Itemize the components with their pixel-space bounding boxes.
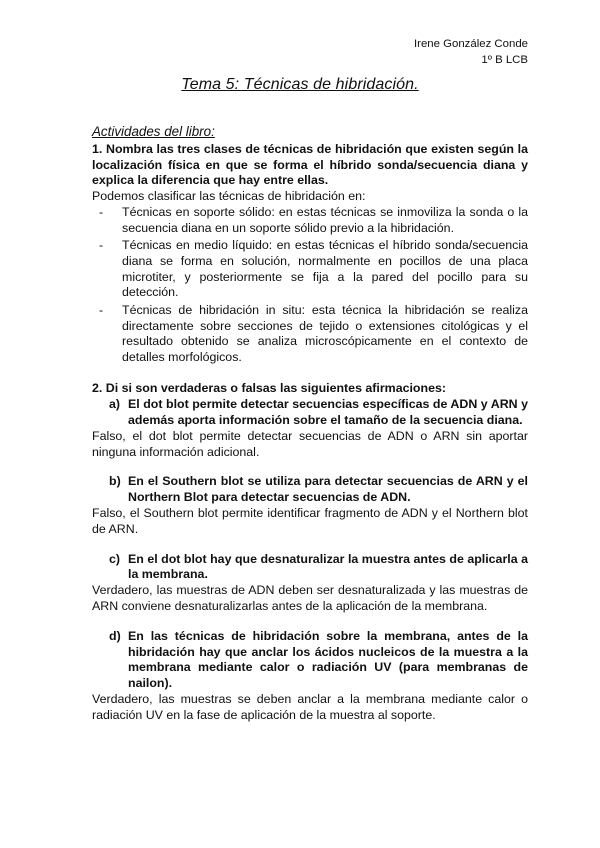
technique-list (92, 205, 528, 366)
statement-c (92, 552, 528, 615)
statement-text: El dot blot permite detectar secuencias específicas de ADN y ARN y además aporta información sobre el tamaño de la secuencia diana. (128, 397, 528, 428)
list-item: - Técnicas de hibridación in situ: esta técnica la hibridación se realiza directamente sobre secciones de tejido o extensiones citológicas y el resultado obtenido se analiza microscópicamente en el contexto de detalles morfológicos. (122, 303, 528, 366)
statement-answer: Falso, el Southern blot permite identificar fragmento de ADN y el Northern blot de ARN. (92, 506, 528, 536)
page-title: Tema 5: Técnicas de hibridación. (181, 76, 419, 93)
question-1-intro: Podemos clasificar las técnicas de hibridación en: (92, 189, 366, 204)
statement-d (92, 629, 528, 724)
statement-letter: b) (109, 474, 121, 489)
statement-answer: Verdadero, las muestras se deben anclar a la membrana mediante calor o radiación UV en la fase de aplicación de la muestra al soporte. (92, 692, 528, 722)
statement-letter: d) (109, 628, 121, 643)
section-title: Actividades del libro: (92, 124, 215, 139)
page-header (414, 37, 528, 68)
list-item: - Técnicas en soporte sólido: en estas técnicas se inmoviliza la sonda o la secuencia diana en un soporte sólido previo a la hibridación. (122, 205, 528, 237)
statement-letter: c) (109, 551, 121, 566)
author-name: Irene González Conde (414, 38, 528, 50)
statement-b (92, 474, 528, 537)
statement-a (92, 397, 528, 460)
statement-answer: Falso, el dot blot permite detectar secuencias de ADN o ARN sin aportar ninguna información adicional. (92, 428, 528, 459)
question-2: 2. Di si son verdaderas o falsas las siguientes afirmaciones: (92, 381, 446, 396)
statement-text: En el dot blot hay que desnaturalizar la muestra antes de aplicarla a la membrana. (128, 551, 528, 582)
statement-letter: a) (109, 397, 121, 412)
statement-text: En las técnicas de hibridación sobre la membrana, antes de la hibridación hay que anclar los ácidos nucleicos de la muestra a la membrana mediante calor o radiación UV (para membranas de nailon). (128, 628, 528, 691)
question-1: 1. Nombra las tres clases de técnicas de hibridación que existen según la localización física en que se forma el híbrido sonda/secuencia diana y explica la diferencia que hay entre ellas. (92, 141, 528, 188)
document-body (92, 124, 528, 724)
statement-answer: Verdadero, las muestras de ADN deben ser desnaturalizada y las muestras de ARN conviene desnaturalizarlas antes de la aplicación de la membrana. (92, 583, 528, 614)
course-label: 1º B LCB (481, 53, 528, 66)
statement-text: En el Southern blot se utiliza para detectar secuencias de ARN y el Northern Blot para detectar secuencias de ADN. (128, 474, 528, 505)
list-item: - Técnicas en medio líquido: en estas técnicas el híbrido sonda/secuencia diana se forma en solución, normalmente en pocillos de una placa microtiter, y posteriormente se fija a la pared del pocillo para su detección. (122, 238, 528, 301)
